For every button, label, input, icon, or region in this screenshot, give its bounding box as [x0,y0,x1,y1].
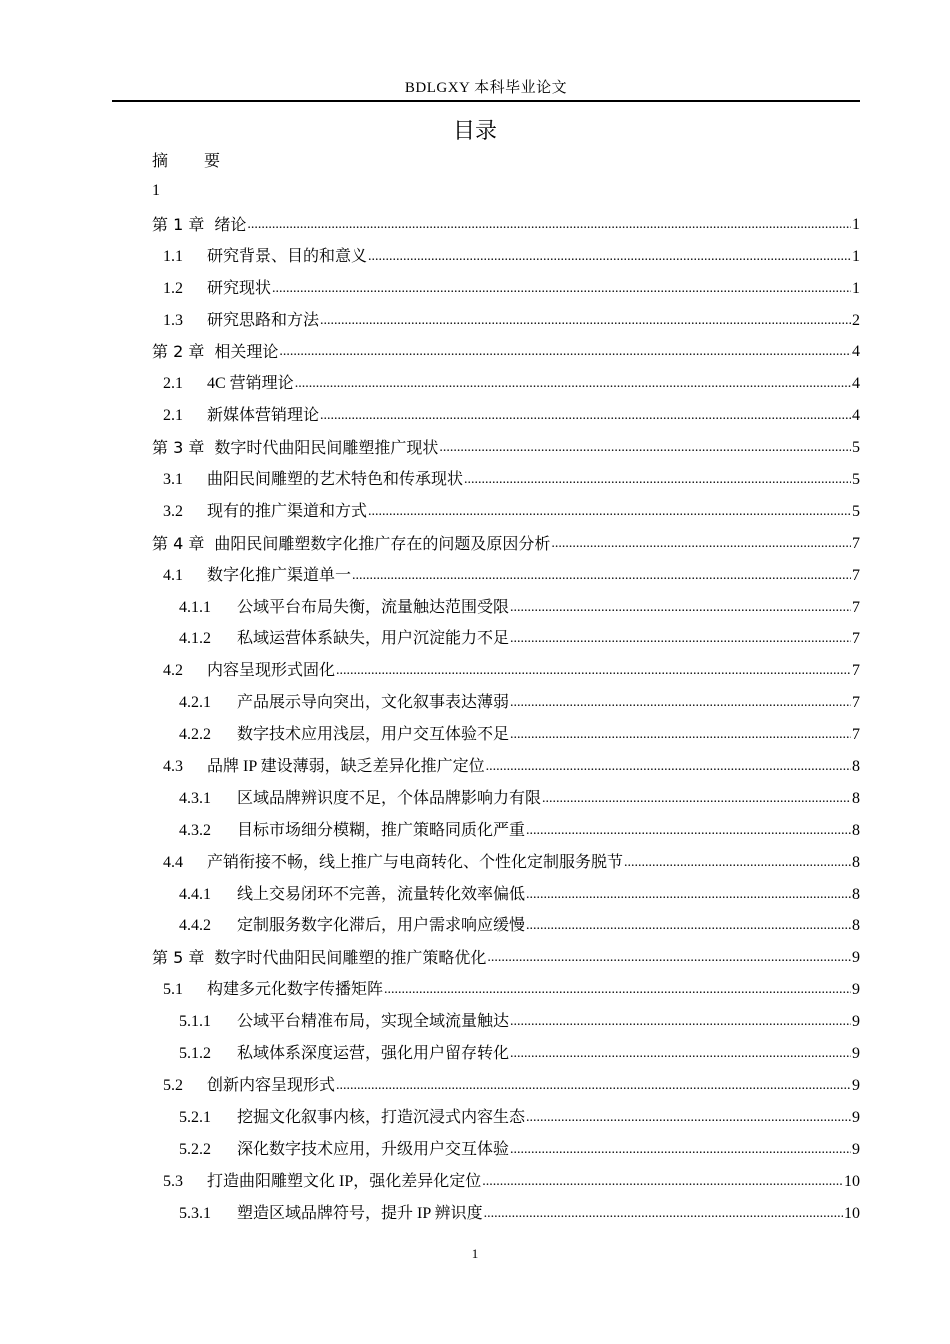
toc-entry-level-2[interactable] [152,1068,860,1100]
toc-entry-page-number: 9 [852,1108,860,1126]
dot-leader [439,438,851,458]
toc-entry-page-number: 5 [852,502,860,520]
dot-leader [510,725,851,745]
toc-entry-title: 区域品牌辨识度不足，个体品牌影响力有限 [237,789,542,807]
toc-entry-number: 4.4.2 [179,917,211,935]
toc-entry-level-2[interactable] [152,462,860,494]
toc-entry-number: 1.2 [163,279,183,297]
toc-entry-number: 4.4 [163,853,183,871]
toc-entry-number: 4.2 [163,662,183,680]
toc-entry-page-number: 9 [852,1013,860,1031]
toc-entry-title: 产品展示导向突出，文化叙事表达薄弱 [237,694,510,712]
toc-entry-number: 5.1 [163,981,183,999]
toc-entry-title: 新媒体营销理论 [207,407,320,425]
toc-entry-title: 品牌 IP 建设薄弱，缺乏差异化推广定位 [207,758,485,776]
toc-entry-page-number: 1 [852,279,860,297]
page-number: 1 [471,1246,479,1261]
dot-leader [510,1012,851,1032]
toc-entry-level-3[interactable] [152,877,860,909]
toc-entry-title: 研究思路和方法 [207,311,320,329]
toc-entry-page-number: 4 [852,375,860,393]
toc-entry-number: 5.3.1 [179,1204,211,1222]
toc-entry-page-number: 7 [852,694,860,712]
toc-entry-page-number: 1 [852,247,860,265]
toc-entry-title: 数字技术应用浅层，用户交互体验不足 [237,726,510,744]
toc-entry-title: 公域平台布局失衡，流量触达范围受限 [237,598,510,616]
toc-entry-number: 4.1.1 [179,598,211,616]
toc-entry-number: 4.2.1 [179,694,211,712]
table-of-contents [152,207,860,1228]
toc-entry-number: 5.1.2 [179,1045,211,1063]
toc-entry-title: 研究背景、目的和意义 [207,247,368,265]
toc-entry-title: 定制服务数字化滞后，用户需求响应缓慢 [237,917,526,935]
toc-entry-page-number: 9 [852,1045,860,1063]
toc-entry-page-number: 4 [852,407,860,425]
toc-entry-level-2[interactable] [152,558,860,590]
dot-leader [464,470,851,490]
toc-entry-number: 4.1 [163,566,183,584]
dot-leader [279,342,851,362]
toc-entry-title: 深化数字技术应用，升级用户交互体验 [237,1140,510,1158]
toc-entry-level-3[interactable] [152,1036,860,1068]
toc-entry-title: 现有的推广渠道和方式 [207,502,368,520]
toc-entry-page-number: 7 [852,662,860,680]
toc-entry-number: 2.1 [163,407,183,425]
toc-entry-title: 相关理论 [214,342,279,362]
dot-leader [482,1172,843,1192]
toc-entry-page-number: 5 [852,471,860,489]
toc-entry-level-3[interactable] [152,909,860,941]
toc-entry-title: 公域平台精准布局，实现全域流量触达 [237,1013,510,1031]
toc-entry-level-3[interactable] [152,622,860,654]
toc-entry-level-2[interactable] [152,653,860,685]
toc-entry-page-number: 7 [852,534,860,552]
toc-entry-level-2[interactable] [152,494,860,526]
toc-entry-title: 曲阳民间雕塑的艺术特色和传承现状 [207,471,464,489]
dot-leader [368,247,851,267]
abstract-label-second: 要 [204,151,221,170]
toc-entry-page-number: 7 [852,630,860,648]
toc-entry-title: 线上交易闭环不完善，流量转化效率偏低 [237,885,526,903]
toc-entry-page-number: 8 [852,789,860,807]
toc-entry-title: 数字时代曲阳民间雕塑推广现状 [214,438,439,458]
page-title: 目录 [452,119,497,144]
toc-entry-page-number: 8 [852,885,860,903]
toc-entry-page-number: 5 [852,439,860,457]
toc-entry-title: 产销衔接不畅，线上推广与电商转化、个性化定制服务脱节 [207,853,624,871]
toc-entry-level-1[interactable] [152,207,860,239]
toc-entry-level-3[interactable] [152,685,860,717]
toc-entry-number: 5.2.2 [179,1140,211,1158]
dot-leader [336,661,851,681]
dot-leader [336,1076,851,1096]
dot-leader [510,629,851,649]
toc-entry-page-number: 2 [852,311,860,329]
dot-leader [510,1044,851,1064]
running-header: BDLGXY 本科毕业论文 [404,80,568,96]
toc-entry-number: 4.1.2 [179,630,211,648]
toc-entry-level-3[interactable] [152,813,860,845]
toc-entry-title: 塑造区域品牌符号，提升 IP 辨识度 [237,1204,483,1222]
toc-entry-level-3[interactable] [152,1100,860,1132]
toc-entry-level-3[interactable] [152,590,860,622]
toc-entry-level-2[interactable] [152,303,860,335]
toc-entry-page-number: 8 [852,853,860,871]
toc-entry-page-number: 9 [852,981,860,999]
dot-leader [542,789,851,809]
toc-entry-number: 4.3.1 [179,789,211,807]
dot-leader [295,374,851,394]
toc-entry-number: 3.2 [163,502,183,520]
abstract-page-number: 1 [152,182,160,199]
toc-entry-level-3[interactable] [152,1132,860,1164]
toc-entry-level-3[interactable] [152,717,860,749]
toc-entry-level-2[interactable] [152,239,860,271]
toc-entry-title: 目标市场细分模糊，推广策略同质化严重 [237,821,526,839]
dot-leader [526,821,851,841]
toc-entry-page-number: 9 [852,949,860,967]
dot-leader [510,1140,851,1160]
toc-entry-page-number: 7 [852,598,860,616]
dot-leader [526,1108,851,1128]
toc-entry-number: 1.3 [163,311,183,329]
dot-leader [510,598,851,618]
toc-entry-number: 4.4.1 [179,885,211,903]
toc-entry-page-number: 9 [852,1076,860,1094]
toc-entry-title: 私域运营体系缺失，用户沉淀能力不足 [237,630,510,648]
dot-leader [526,916,851,936]
toc-entry-title: 构建多元化数字传播矩阵 [207,981,384,999]
dot-leader [320,311,851,331]
toc-entry-level-1[interactable] [152,430,860,462]
dot-leader [352,566,851,586]
toc-entry-page-number: 10 [844,1204,860,1222]
toc-entry-title: 内容呈现形式固化 [207,662,336,680]
header-rule [112,100,860,102]
toc-entry-number: 4.3 [163,758,183,776]
toc-entry-page-number: 10 [844,1172,860,1190]
toc-entry-level-2[interactable] [152,972,860,1004]
toc-entry-number: 第 1 章 [152,214,205,234]
toc-entry-number: 5.2 [163,1076,183,1094]
toc-entry-page-number: 9 [852,1140,860,1158]
dot-leader [624,853,851,873]
toc-entry-level-1[interactable] [152,940,860,972]
dot-leader [384,980,851,1000]
toc-entry-level-2[interactable] [152,1164,860,1196]
dot-leader [272,279,851,299]
dot-leader [247,215,851,235]
toc-entry-number: 第 3 章 [152,438,205,458]
toc-entry-level-3[interactable] [152,1196,860,1228]
toc-entry-page-number: 7 [852,566,860,584]
toc-entry-title: 4C 营销理论 [207,375,294,393]
dot-leader [484,1204,843,1224]
toc-entry-page-number: 4 [852,343,860,361]
toc-entry-level-3[interactable] [152,781,860,813]
toc-entry-number: 第 2 章 [152,342,205,362]
toc-entry-level-3[interactable] [152,1004,860,1036]
toc-entry-page-number: 7 [852,726,860,744]
toc-entry-title: 曲阳民间雕塑数字化推广存在的问题及原因分析 [214,533,551,553]
toc-entry-page-number: 8 [852,758,860,776]
toc-entry-page-number: 8 [852,917,860,935]
toc-entry-level-1[interactable] [152,335,860,367]
toc-entry-number: 第 5 章 [152,948,205,968]
toc-entry-number: 5.3 [163,1172,183,1190]
toc-entry-title: 数字化推广渠道单一 [207,566,352,584]
dot-leader [526,885,851,905]
dot-leader [551,534,851,554]
toc-entry-page-number: 8 [852,821,860,839]
toc-entry-level-1[interactable] [152,526,860,558]
toc-entry-page-number: 1 [852,215,860,233]
toc-entry-level-2[interactable] [152,845,860,877]
toc-entry-title: 挖掘文化叙事内核，打造沉浸式内容生态 [237,1108,526,1126]
toc-entry-level-2[interactable] [152,271,860,303]
dot-leader [510,693,851,713]
toc-entry-title: 绪论 [214,214,247,234]
dot-leader [368,502,851,522]
dot-leader [486,757,851,777]
toc-entry-level-2[interactable] [152,366,860,398]
toc-entry-number: 2.1 [163,375,183,393]
toc-entry-number: 4.2.2 [179,726,211,744]
toc-entry-number: 5.1.1 [179,1013,211,1031]
toc-abstract-entry[interactable] [152,148,220,171]
dot-leader [487,948,851,968]
toc-entry-number: 1.1 [163,247,183,265]
toc-entry-level-2[interactable] [152,398,860,430]
toc-entry-number: 3.1 [163,471,183,489]
toc-entry-number: 4.3.2 [179,821,211,839]
toc-entry-level-2[interactable] [152,749,860,781]
toc-entry-title: 创新内容呈现形式 [207,1076,336,1094]
toc-entry-title: 私域体系深度运营，强化用户留存转化 [237,1045,510,1063]
toc-entry-title: 打造曲阳雕塑文化 IP，强化差异化定位 [207,1172,482,1190]
toc-entry-title: 数字时代曲阳民间雕塑的推广策略优化 [214,948,487,968]
toc-entry-number: 第 4 章 [152,533,205,553]
toc-entry-number: 5.2.1 [179,1108,211,1126]
abstract-label-first: 摘 [152,151,169,170]
toc-entry-title: 研究现状 [207,279,272,297]
dot-leader [320,406,851,426]
